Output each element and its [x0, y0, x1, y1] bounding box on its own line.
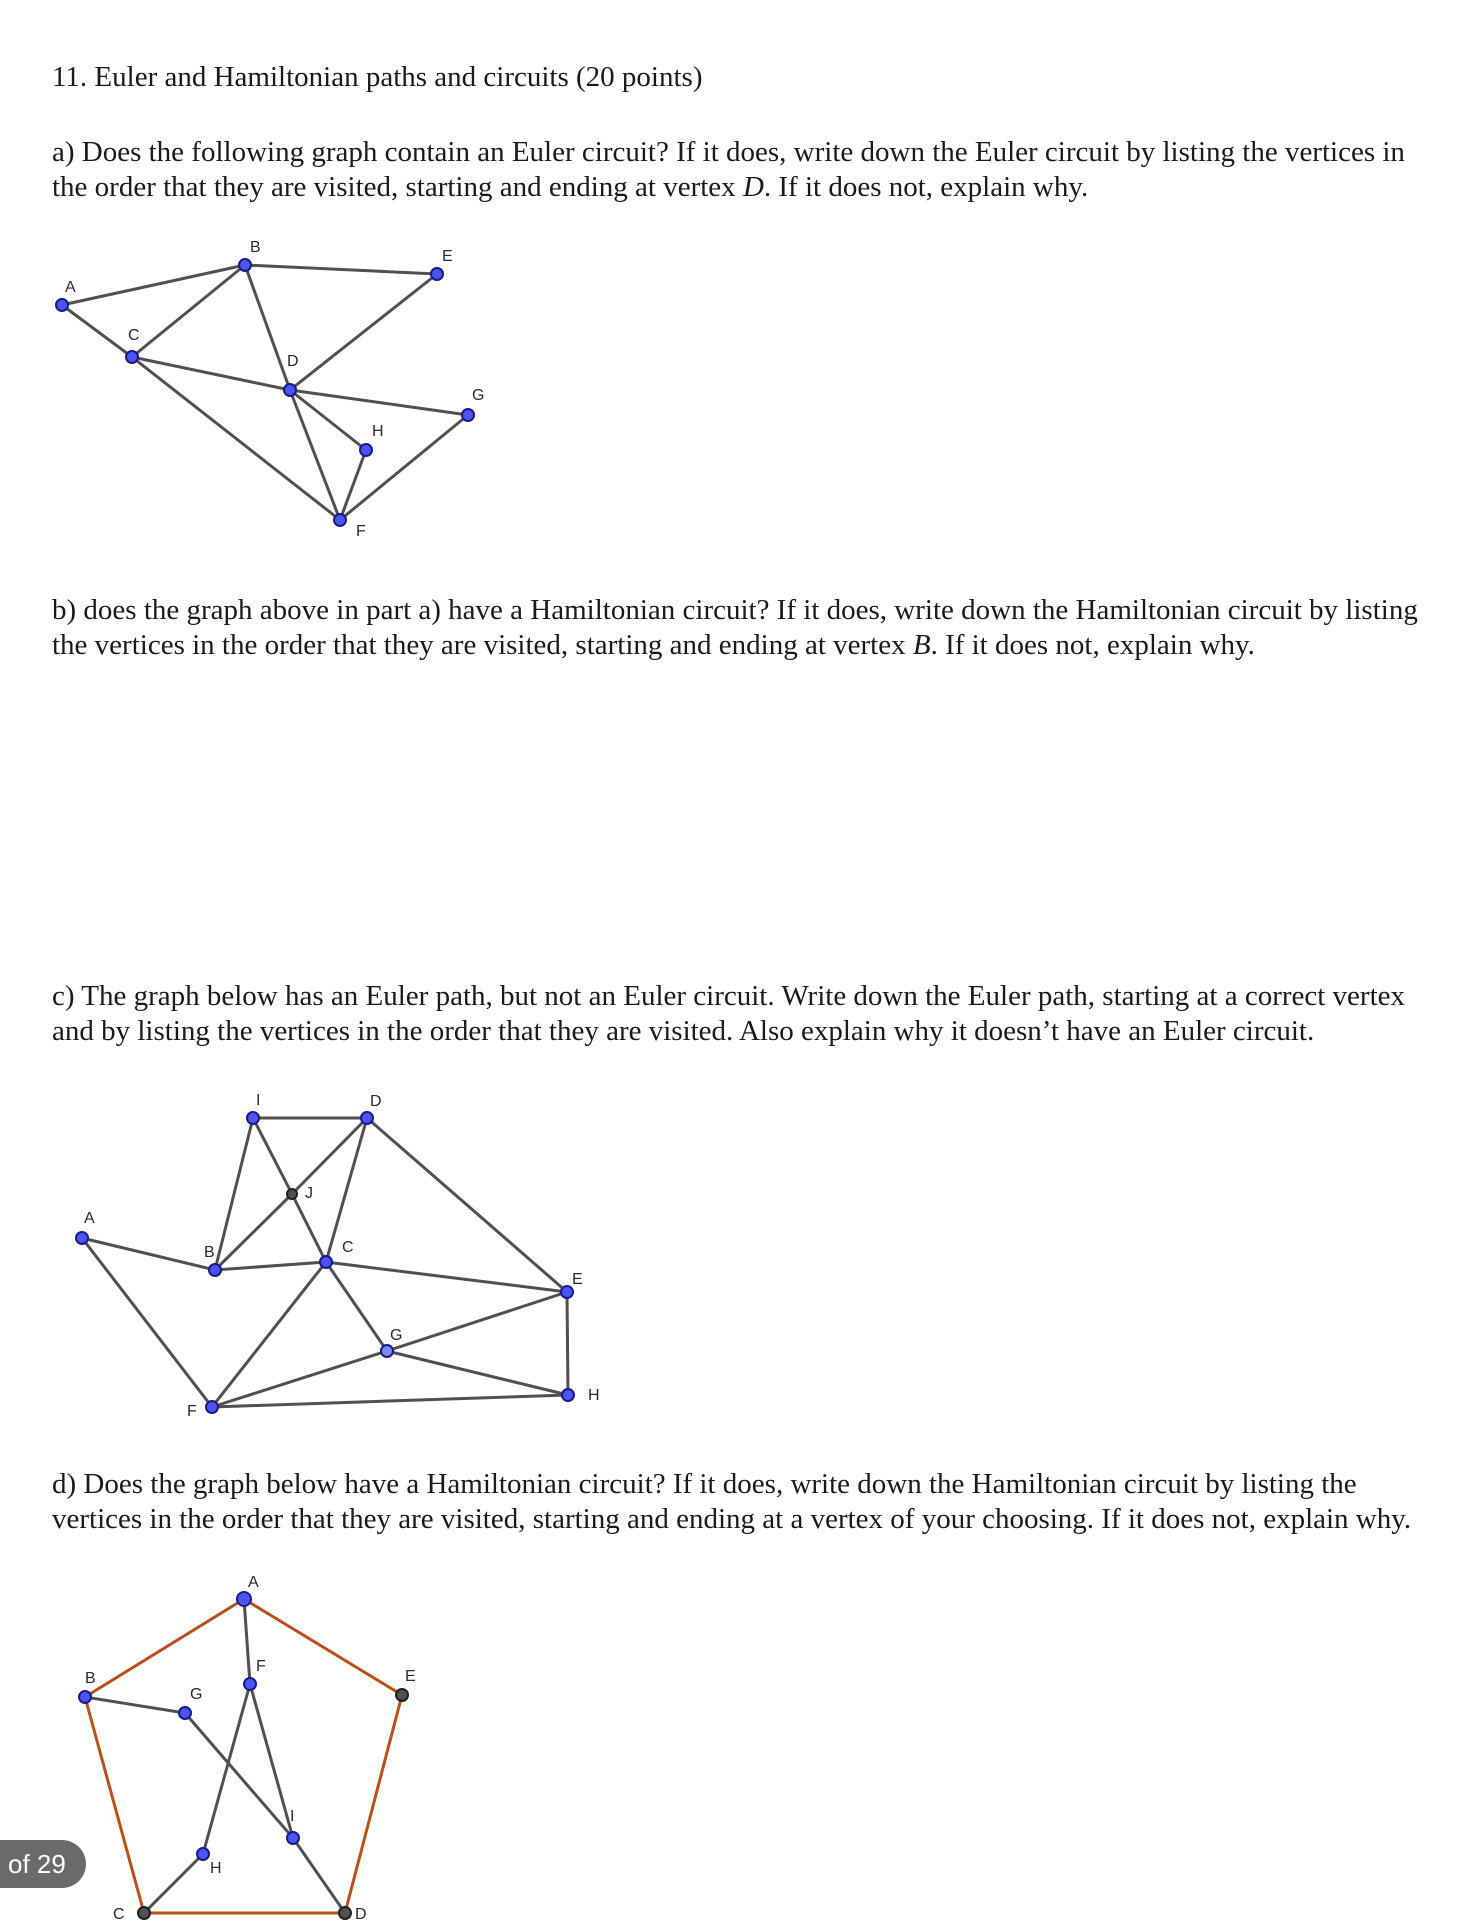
- vertex-E: [396, 1689, 408, 1701]
- vertex-D: [361, 1112, 373, 1124]
- vertex-B: [209, 1264, 221, 1276]
- question-b: [52, 593, 1432, 663]
- graph-a: [0, 230, 560, 560]
- vertex-C: [320, 1256, 332, 1268]
- edge-B-C: [215, 1262, 326, 1270]
- vertex-C: [126, 351, 138, 363]
- vertex-A: [56, 299, 68, 311]
- edge-H-C: [144, 1854, 203, 1913]
- vertex-B: [79, 1691, 91, 1703]
- edge-F-H: [212, 1395, 568, 1407]
- edge-C-F: [212, 1262, 326, 1407]
- edge-E-H: [567, 1292, 568, 1395]
- vertex-A: [76, 1232, 88, 1244]
- label-A: A: [65, 279, 76, 296]
- graph-d-labels: [85, 1574, 416, 1923]
- graph-a-labels: [65, 239, 484, 540]
- edge-F-G: [212, 1351, 387, 1407]
- question-b-vertex: B: [912, 629, 931, 661]
- graph-a-edges: [62, 265, 468, 520]
- question-b-text: b) does the graph above in part a) have a Hamiltonian circuit? If it does, write down the Hamiltonian circuit by listing the vertices in the order that they are visited, starting and ending at vertex: [52, 594, 1418, 661]
- vertex-G: [179, 1707, 191, 1719]
- label-E: E: [572, 1271, 583, 1288]
- graph-a-vertices: [56, 259, 474, 526]
- question-a-vertex: D: [742, 171, 764, 203]
- question-a: [52, 135, 1432, 205]
- question-a-text: a) Does the following graph contain an Euler circuit? If it does, write down the Euler circuit by listing the vertices in the order that they are visited, starting and ending at vertex: [52, 136, 1405, 203]
- edge-C-D: [132, 357, 290, 390]
- label-F: F: [256, 1658, 266, 1675]
- graph-d-outer-edges: [85, 1599, 402, 1913]
- label-D: D: [370, 1093, 382, 1110]
- edge-I-B: [215, 1118, 253, 1270]
- edge-E-D: [345, 1695, 402, 1913]
- label-J: J: [305, 1185, 313, 1202]
- question-b-tail: . If it does not, explain why.: [930, 629, 1255, 661]
- label-C: C: [128, 327, 140, 344]
- label-E: E: [405, 1668, 416, 1685]
- label-A: A: [84, 1210, 95, 1227]
- edge-B-G: [85, 1697, 185, 1713]
- vertex-J: [287, 1189, 297, 1199]
- problem-title: 11. Euler and Hamiltonian paths and circuits (20 points): [52, 61, 703, 93]
- graph-c-vertices: [76, 1112, 574, 1413]
- label-D: D: [287, 353, 299, 370]
- label-B: B: [250, 239, 261, 256]
- label-I: I: [290, 1808, 295, 1825]
- vertex-D: [284, 384, 296, 396]
- label-B: B: [204, 1244, 215, 1261]
- vertex-H: [197, 1848, 209, 1860]
- vertex-H: [360, 444, 372, 456]
- vertex-E: [431, 268, 443, 280]
- label-G: G: [190, 1686, 203, 1703]
- edge-A-C: [62, 305, 132, 357]
- label-D: D: [355, 1906, 367, 1923]
- vertex-I: [287, 1832, 299, 1844]
- edge-D-E: [367, 1118, 567, 1292]
- vertex-F: [244, 1678, 256, 1690]
- label-H: H: [210, 1860, 222, 1877]
- question-a-tail: . If it does not, explain why.: [763, 171, 1089, 203]
- edge-B-E: [245, 265, 437, 274]
- vertex-G: [381, 1345, 393, 1357]
- label-H: H: [588, 1387, 600, 1404]
- label-B: B: [85, 1670, 96, 1687]
- edge-C-G: [326, 1262, 387, 1351]
- vertex-C: [138, 1907, 150, 1919]
- label-C: C: [342, 1239, 354, 1256]
- edge-G-E: [387, 1292, 567, 1351]
- vertex-I: [247, 1112, 259, 1124]
- edge-F-H: [203, 1684, 250, 1854]
- edge-E-D: [290, 274, 437, 390]
- label-H: H: [372, 423, 384, 440]
- question-c: c) The graph below has an Euler path, but not an Euler circuit. Write down the Euler path, starting at a correct vertex and by listing the vertices in the order that they are visited. Also explain why it doesn’t have an Euler circuit.: [52, 980, 1406, 1047]
- vertex-F: [334, 514, 346, 526]
- edge-B-D: [245, 265, 290, 390]
- vertex-H: [562, 1389, 574, 1401]
- label-F: F: [187, 1403, 197, 1420]
- vertex-B: [239, 259, 251, 271]
- vertex-G: [462, 409, 474, 421]
- edge-A-B: [62, 265, 245, 305]
- graph-d-vertices: [79, 1592, 408, 1919]
- edge-G-H: [387, 1351, 568, 1395]
- page-indicator[interactable]: of 29: [0, 1840, 86, 1888]
- label-G: G: [390, 1327, 403, 1344]
- vertex-A: [237, 1592, 251, 1606]
- edge-J-C: [292, 1194, 326, 1262]
- edge-J-B: [215, 1194, 292, 1270]
- edge-C-E: [326, 1262, 567, 1292]
- vertex-F: [206, 1401, 218, 1413]
- edge-A-B: [85, 1599, 244, 1697]
- label-F: F: [356, 523, 366, 540]
- graph-c: [0, 1080, 640, 1425]
- label-C: C: [113, 1906, 125, 1923]
- label-E: E: [442, 248, 453, 265]
- label-I: I: [256, 1092, 261, 1109]
- question-d: d) Does the graph below have a Hamiltonian circuit? If it does, write down the Hamiltonian circuit by listing the vertices in the order that they are visited, starting and ending at a vertex of your choosing. If it does not, explain why.: [52, 1468, 1412, 1535]
- edge-B-C: [85, 1697, 144, 1913]
- edge-I-D: [293, 1838, 345, 1913]
- label-G: G: [472, 387, 485, 404]
- label-A: A: [248, 1574, 259, 1591]
- edge-I-J: [253, 1118, 292, 1194]
- edge-A-F: [244, 1599, 250, 1684]
- edge-A-E: [244, 1599, 402, 1695]
- vertex-D: [339, 1907, 351, 1919]
